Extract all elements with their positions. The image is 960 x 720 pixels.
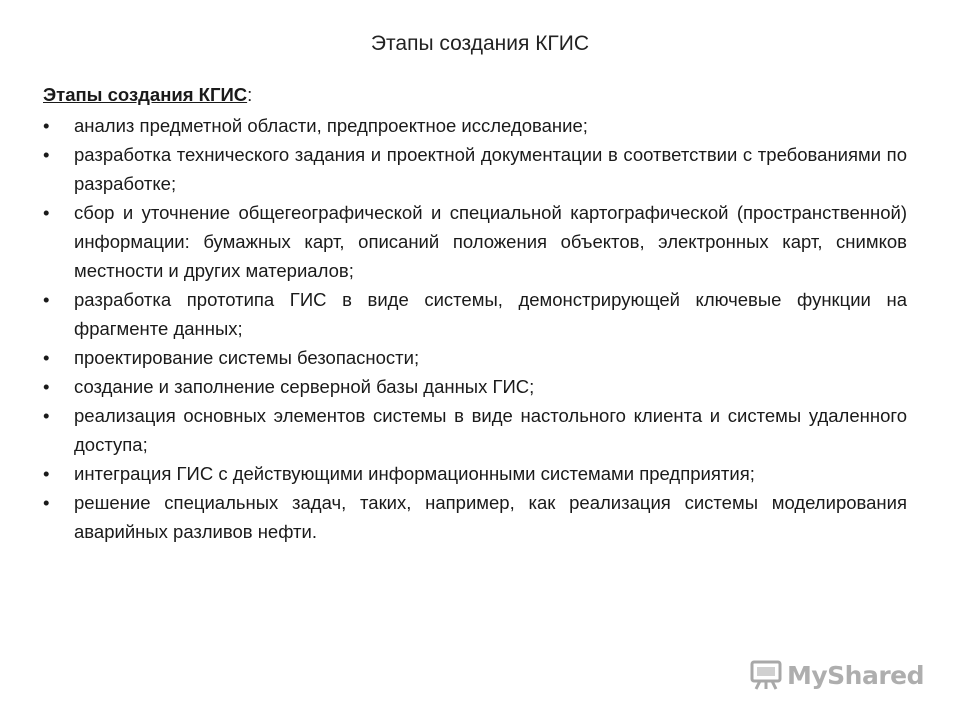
list-item	[43, 488, 907, 546]
list-item-text: проектирование системы безопасности;	[74, 347, 420, 368]
list-item-text: решение специальных задач, таких, например, как реализация системы моделирования аварийных разливов нефти.	[74, 492, 907, 542]
list-item	[43, 140, 907, 198]
list-item	[43, 459, 907, 488]
bullet-icon: •	[43, 463, 50, 484]
watermark-text: MyShared	[786, 660, 924, 690]
list-item	[43, 372, 907, 401]
list-item-text: реализация основных элементов системы в виде настольного клиента и системы удаленного доступа;	[74, 405, 907, 455]
list-item-text: создание и заполнение серверной базы данных ГИС;	[74, 376, 535, 397]
slide-title: Этапы создания КГИС	[370, 32, 590, 55]
list-item	[43, 111, 907, 140]
bullet-icon: •	[43, 144, 50, 165]
bullet-icon: •	[43, 376, 50, 397]
section-heading-text: Этапы создания КГИС	[43, 84, 248, 105]
section-heading	[43, 80, 907, 109]
stages-list	[43, 111, 907, 546]
bullet-icon: •	[43, 405, 50, 426]
bullet-icon: •	[43, 492, 50, 513]
slide-content	[43, 80, 907, 546]
bullet-icon: •	[43, 289, 50, 310]
list-item	[43, 198, 907, 285]
list-item	[43, 401, 907, 459]
list-item-text: разработка прототипа ГИС в виде системы, демонстрирующей ключевые функции на фрагменте данных;	[74, 289, 907, 339]
list-item-text: сбор и уточнение общегеографической и специальной картографической (пространственной) информации: бумажных карт, описаний положения объектов, электронных карт, снимков местности и других материалов;	[74, 202, 907, 281]
list-item-text: разработка технического задания и проектной документации в соответствии с требованиями по разработке;	[74, 144, 907, 194]
section-heading-colon: :	[247, 84, 253, 105]
list-item-text: интеграция ГИС с действующими информационными системами предприятия;	[74, 463, 755, 484]
bullet-icon: •	[43, 347, 50, 368]
list-item-text: анализ предметной области, предпроектное исследование;	[74, 115, 588, 136]
list-item	[43, 285, 907, 343]
bullet-icon: •	[43, 202, 50, 223]
watermark-logo[interactable]	[749, 658, 924, 692]
list-item	[43, 343, 907, 372]
bullet-icon: •	[43, 115, 50, 136]
presentation-board-icon	[749, 658, 783, 692]
